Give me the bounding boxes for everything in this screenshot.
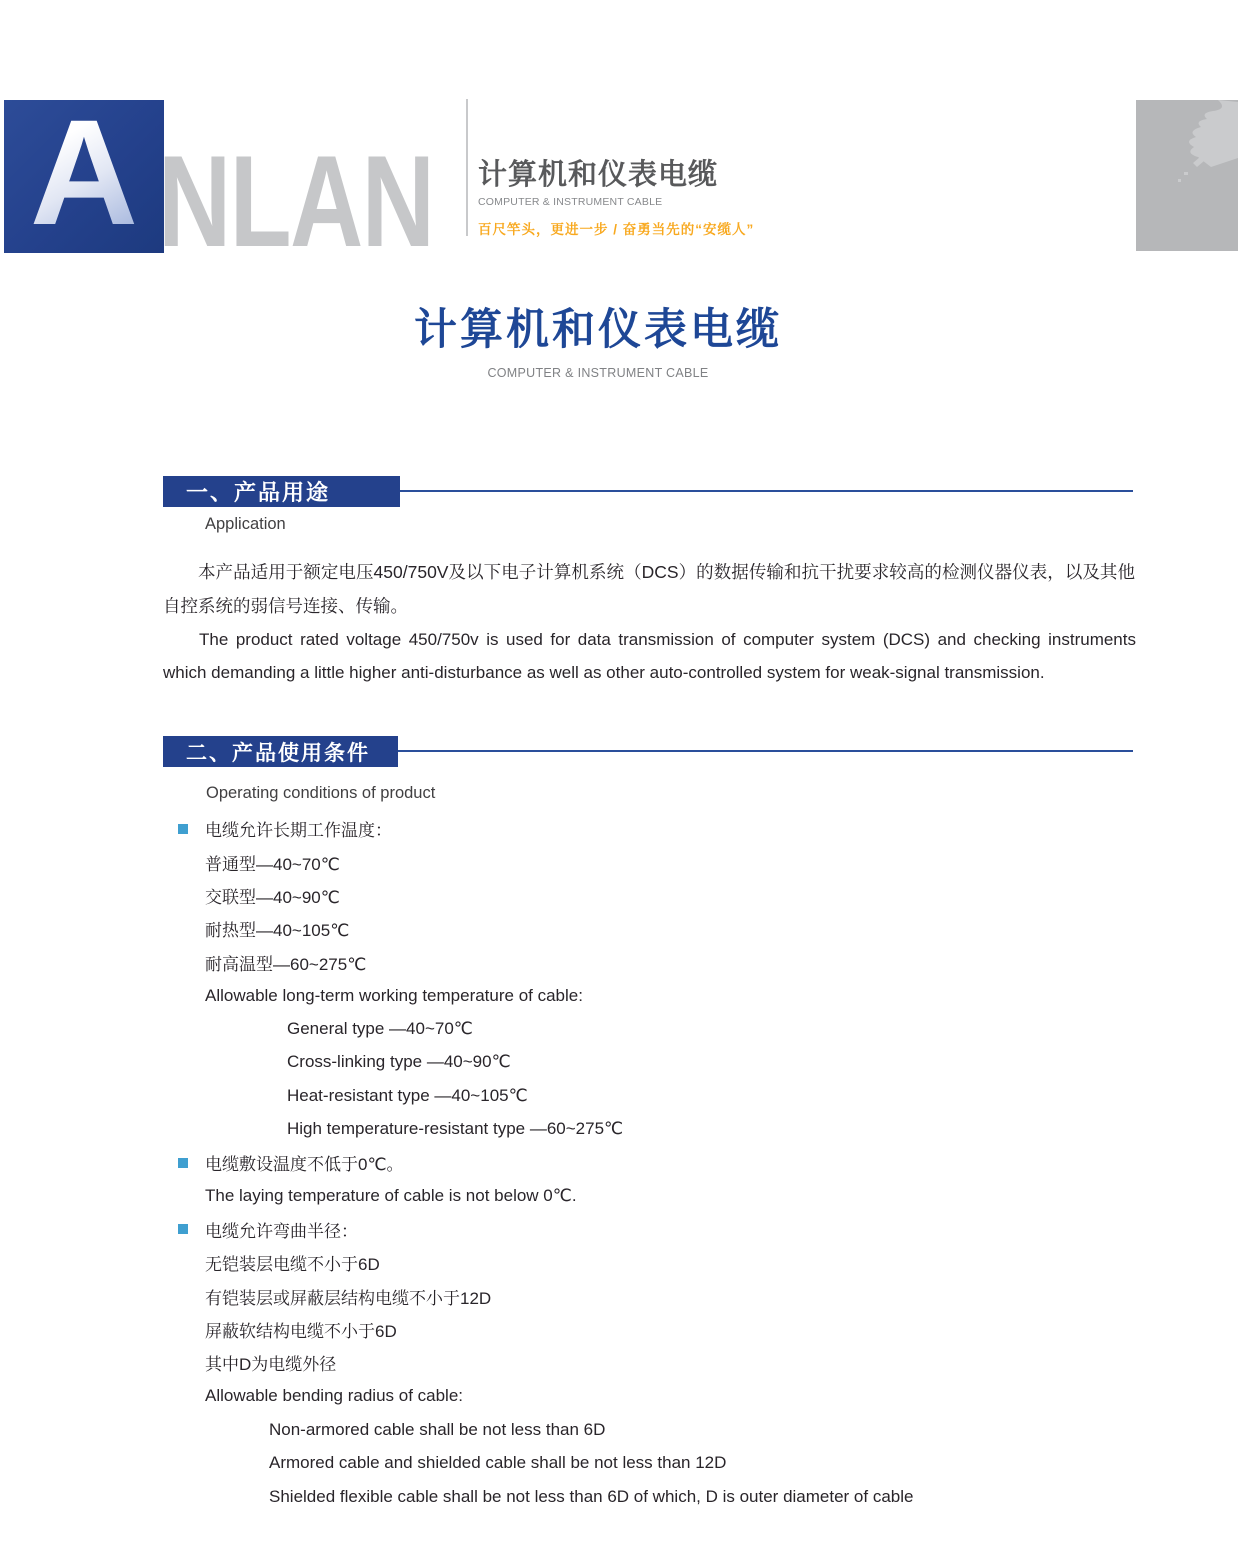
list-item-text: 交联型—40~90℃ bbox=[205, 887, 340, 907]
list-item-text: Heat-resistant type —40~105℃ bbox=[287, 1085, 528, 1105]
list-item-text: 屏蔽软结构电缆不小于6D bbox=[205, 1322, 397, 1342]
bullet-square-icon bbox=[178, 1158, 188, 1168]
list-item-text: 有铠装层或屏蔽层结构电缆不小于12D bbox=[205, 1288, 492, 1308]
list-item-text: 电缆允许弯曲半径： bbox=[205, 1221, 358, 1241]
logo-letter-a: A bbox=[30, 100, 138, 247]
list-item bbox=[163, 1313, 1138, 1346]
section-heading-application: 一、产品用途 bbox=[163, 476, 400, 507]
list-item-text: 耐高温型—60~275℃ bbox=[205, 954, 367, 974]
section-heading-conditions: 二、产品使用条件 bbox=[163, 736, 398, 767]
list-item-text: Cross-linking type —40~90℃ bbox=[287, 1052, 511, 1072]
list-item-text: Armored cable and shielded cable shall be not less than 12D bbox=[269, 1453, 727, 1473]
corner-photo-placeholder bbox=[1136, 100, 1238, 251]
list-item bbox=[163, 1346, 1138, 1379]
logo-wordmark: NLAN bbox=[158, 128, 434, 274]
header-product-title-zh: 计算机和仪表电缆 bbox=[478, 159, 719, 191]
list-item bbox=[163, 1046, 1138, 1079]
list-item-text: 电缆允许长期工作温度： bbox=[205, 821, 392, 841]
section-rule bbox=[398, 750, 1133, 752]
list-item bbox=[163, 1413, 1138, 1446]
list-item-text: 其中D为电缆外径 bbox=[205, 1355, 337, 1375]
section-rule bbox=[400, 490, 1133, 492]
list-item bbox=[163, 946, 1138, 979]
list-item-text: Non-armored cable shall be not less than 6D bbox=[269, 1419, 606, 1439]
list-item bbox=[163, 1113, 1138, 1146]
list-item bbox=[163, 1146, 1138, 1179]
anlan-logo-mark bbox=[4, 100, 164, 253]
list-item-text: Allowable long-term working temperature of cable: bbox=[205, 985, 583, 1005]
list-item bbox=[163, 1279, 1138, 1312]
list-item-text: The laying temperature of cable is not below 0℃. bbox=[205, 1185, 577, 1205]
header-titles bbox=[478, 152, 754, 238]
header-product-title-en: COMPUTER & INSTRUMENT CABLE bbox=[478, 196, 663, 208]
list-item-text: 无铠装层电缆不小于6D bbox=[205, 1255, 380, 1275]
bullet-square-icon bbox=[178, 824, 188, 834]
conditions-list bbox=[163, 812, 1138, 1513]
list-item-text: 电缆敷设温度不低于0℃。 bbox=[205, 1155, 404, 1175]
header-divider bbox=[466, 99, 468, 236]
list-item bbox=[163, 1179, 1138, 1212]
page-subtitle: COMPUTER & INSTRUMENT CABLE bbox=[487, 366, 709, 380]
page-title: 计算机和仪表电缆 bbox=[414, 306, 782, 354]
list-item bbox=[163, 912, 1138, 945]
bullet-square-icon bbox=[178, 1224, 188, 1234]
section-subheading-conditions: Operating conditions of product bbox=[206, 784, 436, 802]
list-item-text: High temperature-resistant type —60~275℃ bbox=[287, 1119, 624, 1139]
list-item bbox=[163, 1213, 1138, 1246]
list-item bbox=[163, 1446, 1138, 1479]
list-item bbox=[163, 845, 1138, 878]
section-subheading-application: Application bbox=[205, 515, 286, 533]
list-item bbox=[163, 812, 1138, 845]
list-item-text: Allowable bending radius of cable: bbox=[205, 1386, 464, 1406]
page-title-block bbox=[0, 296, 1196, 380]
list-item-text: 普通型—40~70℃ bbox=[205, 854, 340, 874]
application-paragraph-en: The product rated voltage 450/750v is used for data transmission of computer system (DCS) and checking instruments which demanding a little higher anti-disturbance as well as other auto-controlled system for weak-signal transmission. bbox=[163, 630, 1136, 683]
list-item-text: 耐热型—40~105℃ bbox=[205, 921, 350, 941]
application-paragraph-zh: 本产品适用于额定电压450/750V及以下电子计算机系统（DCS）的数据传输和抗干扰要求较高的检测仪器仪表，以及其他自控系统的弱信号连接、传输。 bbox=[163, 562, 1135, 616]
list-item bbox=[163, 979, 1138, 1012]
list-item bbox=[163, 1012, 1138, 1045]
leaf-icon bbox=[1136, 100, 1238, 251]
list-item-text: General type —40~70℃ bbox=[287, 1019, 473, 1039]
list-item bbox=[163, 1480, 1138, 1513]
list-item-text: Shielded flexible cable shall be not less than 6D of which, D is outer diameter of cable bbox=[269, 1486, 914, 1506]
list-item bbox=[163, 1079, 1138, 1112]
header-slogan: 百尺竿头，更进一步 / 奋勇当先的“安缆人” bbox=[478, 222, 755, 237]
list-item bbox=[163, 879, 1138, 912]
list-item bbox=[163, 1246, 1138, 1279]
list-item bbox=[163, 1380, 1138, 1413]
